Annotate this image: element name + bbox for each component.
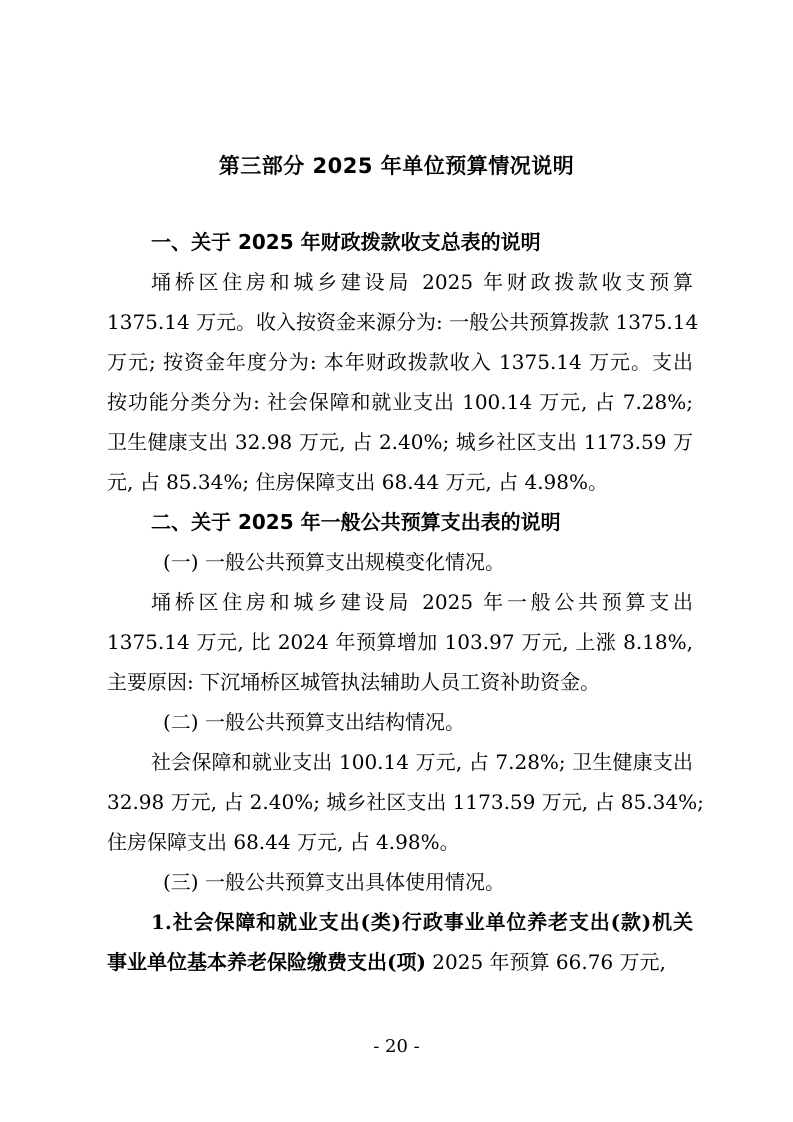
paragraph-line: 埇桥区住房和城乡建设局 2025 年财政拨款收支预算 bbox=[151, 270, 693, 294]
subsection-2-heading: (二) 一般公共预算支出结构情况。 bbox=[163, 710, 465, 734]
paragraph-line: 卫生健康支出 32.98 万元, 占 2.40%; 城乡社区支出 1173.59 万 bbox=[107, 430, 693, 454]
paragraph-line: 1375.14 万元, 比 2024 年预算增加 103.97 万元, 上涨 8.18%, bbox=[107, 630, 693, 654]
paragraph-line: 32.98 万元, 占 2.40%; 城乡社区支出 1173.59 万元, 占 85.34%; bbox=[107, 790, 704, 814]
paragraph-line: 万元; 按资金年度分为: 本年财政拨款收入 1375.14 万元。支出 bbox=[107, 350, 693, 374]
subsection-3-heading: (三) 一般公共预算支出具体使用情况。 bbox=[163, 870, 505, 894]
page-title: 第三部分 2025 年单位预算情况说明 bbox=[218, 154, 575, 178]
paragraph-line: 埇桥区住房和城乡建设局 2025 年一般公共预算支出 bbox=[151, 590, 693, 614]
item-1-rest-text: 2025 年预算 66.76 万元, bbox=[425, 950, 666, 974]
document-body bbox=[107, 222, 704, 982]
section-2-heading: 二、关于 2025 年一般公共预算支出表的说明 bbox=[151, 510, 561, 534]
paragraph-line: 按功能分类分为: 社会保障和就业支出 100.14 万元, 占 7.28%; bbox=[107, 390, 693, 414]
item-1-bold-text: 事业单位基本养老保险缴费支出(项) bbox=[107, 950, 426, 974]
paragraph-line: 元, 占 85.34%; 住房保障支出 68.44 万元, 占 4.98%。 bbox=[107, 470, 609, 494]
paragraph-line: 社会保障和就业支出 100.14 万元, 占 7.28%; 卫生健康支出 bbox=[151, 750, 693, 774]
section-1-heading: 一、关于 2025 年财政拨款收支总表的说明 bbox=[151, 230, 541, 254]
paragraph-line: 1375.14 万元。收入按资金来源分为: 一般公共预算拨款 1375.14 bbox=[107, 310, 699, 334]
item-1-heading: 1.社会保障和就业支出(类)行政事业单位养老支出(款)机关 bbox=[151, 910, 693, 934]
item-1-line-2 bbox=[107, 942, 693, 982]
page-number: - 20 - bbox=[373, 1036, 420, 1057]
subsection-1-heading: (一) 一般公共预算支出规模变化情况。 bbox=[163, 550, 505, 574]
paragraph-line: 主要原因: 下沉埇桥区城管执法辅助人员工资补助资金。 bbox=[107, 670, 601, 694]
paragraph-line: 住房保障支出 68.44 万元, 占 4.98%。 bbox=[107, 830, 460, 854]
